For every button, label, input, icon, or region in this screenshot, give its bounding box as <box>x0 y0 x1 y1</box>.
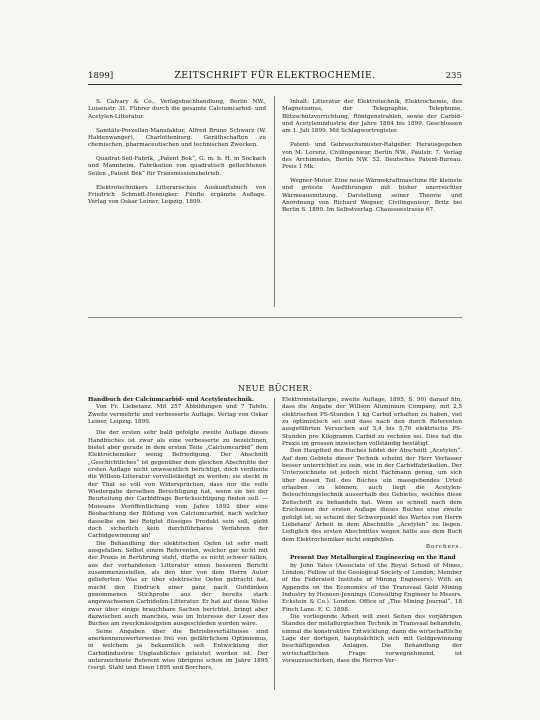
book-meta: Von Fr. Liebetanz. Mit 257 Abbildungen und 7 Tafeln. Zweite vermehrte und verbesserte Auflage. Verlag von Oskar Leiner, Leipzig. 1899. <box>88 404 268 426</box>
review-paragraph: Die der ersten sehr bald gefolgte zweite Auflage dieses Handbuches ist zwar als eine verbesserte zu bezeichnen, bietet aber gerade in dem ersten Teile „Calciumcarbid“ dem Elektrochemiker wenig Befriedigung. Der Abschnitt „Geschichtliches“ ist gegenüber dem gleichen Abschnitte der ersten Auflage nicht unwesentlich berichtigt, doch verdiente die Willson-Litteratur vervollständigt zu werden; sie steckt in der That so voll von Widersprüchen, dass nur die volle Wiedergabe derselben Berechtigung hat, wenn sie bei der Beurteilung der Carbidfrage Berücksichtigung finden soll. — Moissans Veröffentlichung vom Jahre 1892 über eine Beobachtung der Bildung von Calciumcarbid, nach welcher dasselbe ein bei Rotglut flüssiges Produkt sein soll, giebt doch sicherlich kein durchführbares Verfahren der Carbidgewinnung an! <box>88 430 268 540</box>
page-number: 235 <box>445 71 462 81</box>
listing-entry: S. Calvary & Co., Verlagsbuchhandlung, Berlin NW., Luisenstr. 31. Führer durch die gesamte Calciumcarbid- und Acetylen-Litteratur. <box>88 99 266 120</box>
bottom-left-column <box>88 397 268 673</box>
running-header <box>88 71 462 83</box>
listing-entry: Wegner-Motor. Eine neue Wärmekraftmaschine für kleinste und grösste Ausführungen mit bisher unerreichter Wärmeausnutzung. Darstellung seiner Theorie und Anordnung von Richard Wegner, Civilingenieur, Britz bei Berlin S. 1899. Im Selbstverlag. Chausseestrasse 67. <box>282 178 462 214</box>
review-paragraph: Seine Angaben über die Betriebsverhältnisse sind anerkennenswerterweise frei von gefährlichem Optimismus, in welchem ja bekanntlich seit Entwicklung der Carbidindustrie Unglaubliches geleistet worden ist. Der unterzeichnete Referent wies übrigens schon im Jahre 1895 (vergl. Stahl und Eisen 1895 und Borchers, <box>88 628 268 672</box>
bottom-right-column <box>282 397 462 665</box>
reviewer-signature: Borchers. <box>425 543 462 550</box>
section-title: NEUE BÜCHER. <box>237 384 313 393</box>
column-divider <box>274 398 275 690</box>
listing-entry: Elektrotechnikers Litterarisches Auskunftsbuch von Friedrich Schmidt-Hennigker. Fünfte ergänzte Auflage. Verlag von Oskar Leiner, Leipzig. 1899. <box>88 184 266 206</box>
review-paragraph: Die vorliegende Arbeit will zwei Seiten des vorjährigen Standes der metallurgischen Technik in Transvaal behandeln, einmal die konstruktive Entwicklung, dann die wirtschaftliche Lage der dortigen, hauptsächlich sich mit Goldgewinnung beschäftigenden Anlagen. Die Behandlung der wirtschaftlichen Frage vorwegnehmend, ist vorauszuschicken, dass die Herren Ver- <box>282 613 462 665</box>
review-paragraph: Den Hauptteil des Buches bildet der Abschnitt „Acetylen“. Auf dem Gebiete dieser Technik scheint der Herr Verfasser besser unterrichtet zu sein, wie in der Carbidfabrikation. Der Unterzeichnete ist jedoch nicht Fachmann genug, um sich über diesen Teil des Buches ein massgebendes Urteil erlauben zu können; auch liegt die Acetylen-Beleuchtungstechnik ausserhalb des Gebietes, welches diese Zeitschrift zu behandeln hat. Wenn so schnell nach dem Erscheinen der ersten Auflage dieses Buches eine zweite gefolgt ist, so scheint der Schwerpunkt des Wertes von Herrn Liebetanz' Arbeit in dem Abschnitte „Acetylen“ zu liegen. Lediglich des ersten Abschnittes wegen hätte aus dem Buch dem Elektrochemiker nicht empfehlen. <box>282 448 462 543</box>
section-rule <box>88 317 462 318</box>
review-paragraph: Elektrometallurgie, zweite Auflage, 1895, S. 90) darauf hin, dass die Angabe der Willson Aluminium Company, mit 2,5 elektrischen PS-Stunden 1 kg Carbid erhalten zu haben, viel zu optimistisch sei und dass nach den durch Referenten ausgeführten Versuchen auf 5,4 bis 5,76 elektrische PS-Stunden pro Kilogramm Carbid zu rechnen sei. Dies hat die Praxis im grossen inzwischen vollständig bestätigt. <box>282 397 462 448</box>
header-year: 1899] <box>88 71 114 81</box>
book-title: Handbuch der Calciumcarbid- und Acetylentechnik. <box>88 397 254 403</box>
column-divider <box>274 96 275 307</box>
review-paragraph: Die Behandlung der elektrischen Oefen ist sehr matt ausgefallen. Selbst einem Referenten, welcher gar nicht mit der Praxis in Berührung steht, dürfte es nicht schwer fallen, aus der vorhandenen Litteratur einen besseren Bericht zusammenzustellen, als den hier von dem Herrn Autor gelieferten. Was er über elektrische Oefen gebracht hat, macht den Eindruck einer ganz nach Gutdünken genommenen Stichprobe aus der bereits stark angewachsenen Carbidofen-Litteratur. Er hat auf diese Weise zwar über einige brauchbare Sachen berichtet, bringt aber dazwischen auch manches, was im Interesse der Leser des Buches am zweckmässigsten ausgeschieden worden wäre. <box>88 540 268 628</box>
top-right-column <box>282 99 462 215</box>
top-left-column <box>88 99 266 207</box>
header-rule <box>88 84 462 85</box>
listing-entry: Quadrat-Seil-Fabrik, „Patent Bek“, G. m. b. H. in Sockach und Mannheim. Fabrikation von quadratisch geflochtenen Seilen „Patent Bek“ für Transmissionsbetrieb. <box>88 156 266 177</box>
listing-entry: Inhalt: Litteratur der Elektrotechnik, Elektrochemie, des Magnetismus, der Telegraphie, Telephonie, Blitzschutzvorrichtung, Röntgenstrahlen, sowie der Carbid- und Acetylenindustrie der Jahre 1884 bis 1899. Geschlossen am 1. Juli 1899. Mit Schlagwortregister. <box>282 99 462 135</box>
book-meta: by John Yates (Associate of the Royal School of Mines, London; Fellow of the Geological Society of London; Member of the Federated Institute of Mining Engineers). With an Appendix on the Economics of the Transvaal Gold Mining Industry by Hennen-Jennings (Consulting Engineer to Messrs. Eckstein & Co.). London: Office of „The Mining Journal“, 18 Finch Lane. E. C. 1898. <box>282 562 462 613</box>
listing-entry: Sanitäts-Porzellan-Manufaktur, Alfred Bruno Schwarz (W. Haldenwanger), Charlottenburg. Geräthschaften zu chemischen, pharmaceutischen und technischen Zwecken. <box>88 127 266 149</box>
listing-entry: Patent- und Gebrauchsmuster-Ratgeber. Herausgegeben von M. Lorenz, Civilingenieur, Berlin NW., Paulstr. 7. Verlag des Archimedes, Berlin NW. 52. Deutsches Patent-Bureau. Preis 1 Mk. <box>282 142 462 171</box>
journal-title: ZEITSCHRIFT FÜR ELEKTROCHEMIE. <box>174 70 376 81</box>
book-title: Present Day Metallurgical Engineering on the Rand <box>290 555 456 562</box>
